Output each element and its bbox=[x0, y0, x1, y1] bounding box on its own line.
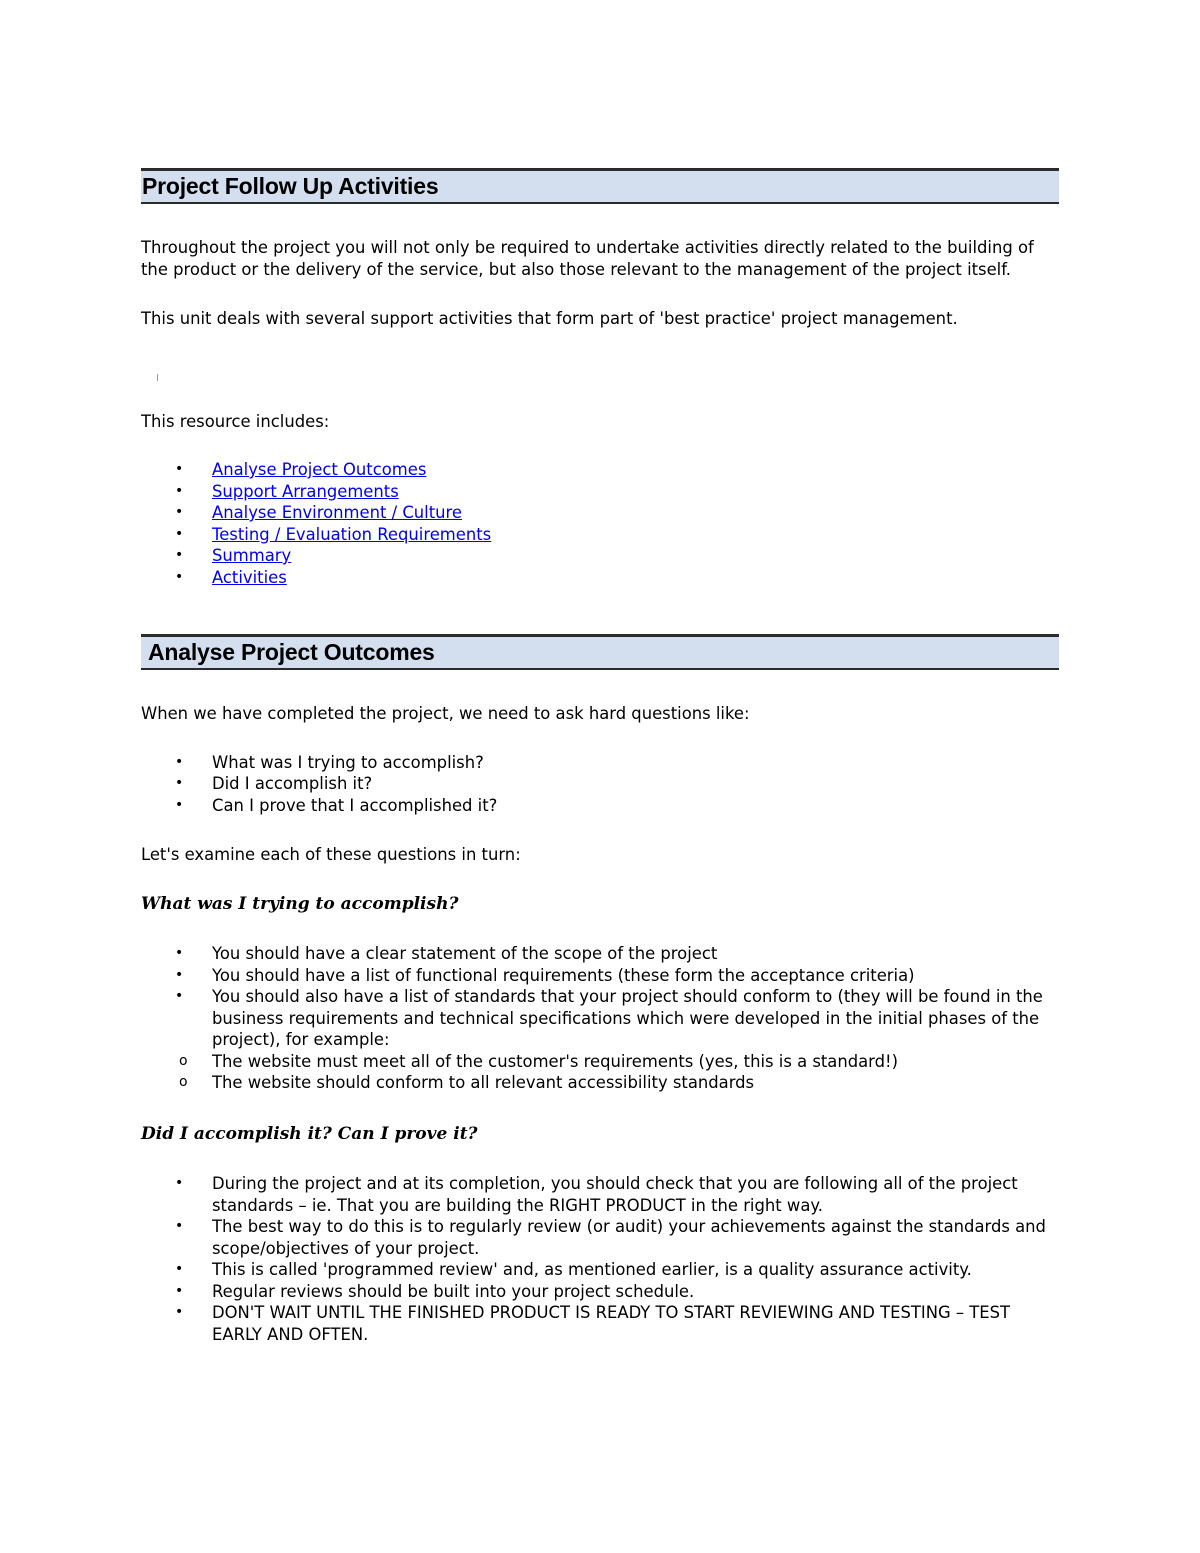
link-analyse-project-outcomes[interactable]: Analyse Project Outcomes bbox=[212, 460, 427, 479]
questions-list bbox=[141, 752, 1059, 817]
intro-paragraph: Throughout the project you will not only be required to undertake activities directly related to the building of the product or the delivery of the service, but also those relevant to the management of the project itself. bbox=[141, 238, 1034, 279]
list-item: • You should have a clear statement of the scope of the project bbox=[141, 943, 1059, 965]
list-item bbox=[141, 459, 1059, 481]
list-item bbox=[141, 502, 1059, 524]
unit-paragraph: This unit deals with several support activities that form part of 'best practice' project management. bbox=[141, 309, 958, 328]
list-item: • Did I accomplish it? bbox=[141, 773, 1059, 795]
list-item bbox=[141, 545, 1059, 567]
link-testing-evaluation[interactable]: Testing / Evaluation Requirements bbox=[212, 524, 492, 544]
list-item: • You should have a list of functional requirements (these form the acceptance criteria) bbox=[141, 965, 1059, 987]
resource-link-list bbox=[141, 459, 1059, 588]
list-item-text: You should also have a list of standards that your project should conform to (they will be found in the business requirements and technical specifications which were developed in the initial phases of the project), for example: bbox=[212, 987, 1043, 1049]
list-item bbox=[141, 567, 1059, 589]
link-activities[interactable]: Activities bbox=[212, 567, 287, 587]
link-summary[interactable]: Summary bbox=[212, 546, 292, 565]
list-item: • The best way to do this is to regularly review (or audit) your achievements against the standards and scope/objectives of your project. bbox=[141, 1216, 1059, 1259]
list-item bbox=[141, 481, 1059, 503]
link-analyse-environment-culture[interactable]: Analyse Environment / Culture bbox=[212, 503, 462, 522]
document-page bbox=[141, 168, 1059, 1345]
list-item: • During the project and at its completion, you should check that you are following all of the project standards – ie. That you are building the RIGHT PRODUCT in the right way. bbox=[141, 1173, 1059, 1216]
list-item bbox=[141, 986, 1059, 1094]
subheading-what-accomplish: What was I trying to accomplish? bbox=[141, 893, 459, 914]
section-banner-analyse-outcomes bbox=[141, 634, 1059, 670]
scope-list bbox=[141, 943, 1059, 1094]
example-sublist bbox=[141, 1051, 1059, 1094]
section-title: Project Follow Up Activities bbox=[142, 173, 439, 199]
link-support-arrangements[interactable]: Support Arrangements bbox=[212, 481, 399, 501]
resource-intro: This resource includes: bbox=[141, 411, 330, 431]
section-title: Analyse Project Outcomes bbox=[148, 639, 435, 665]
review-list bbox=[141, 1173, 1059, 1345]
list-item bbox=[141, 524, 1059, 546]
section-banner-follow-up bbox=[141, 168, 1059, 204]
list-item: • This is called 'programmed review' and, as mentioned earlier, is a quality assurance activity. bbox=[141, 1259, 1059, 1281]
sub-list-item: o The website should conform to all relevant accessibility standards bbox=[141, 1072, 1059, 1094]
list-item: • DON'T WAIT UNTIL THE FINISHED PRODUCT IS READY TO START REVIEWING AND TESTING – TEST EARLY AND OFTEN. bbox=[141, 1302, 1059, 1345]
list-item: • Regular reviews should be built into your project schedule. bbox=[141, 1281, 1059, 1303]
outcomes-intro: When we have completed the project, we need to ask hard questions like: bbox=[141, 704, 750, 723]
list-item: • Can I prove that I accomplished it? bbox=[141, 795, 1059, 817]
sub-list-item: o The website must meet all of the customer's requirements (yes, this is a standard!) bbox=[141, 1051, 1059, 1073]
examine-paragraph: Let's examine each of these questions in turn: bbox=[141, 845, 521, 864]
subheading-did-accomplish: Did I accomplish it? Can I prove it? bbox=[141, 1123, 478, 1144]
list-item: • What was I trying to accomplish? bbox=[141, 752, 1059, 774]
